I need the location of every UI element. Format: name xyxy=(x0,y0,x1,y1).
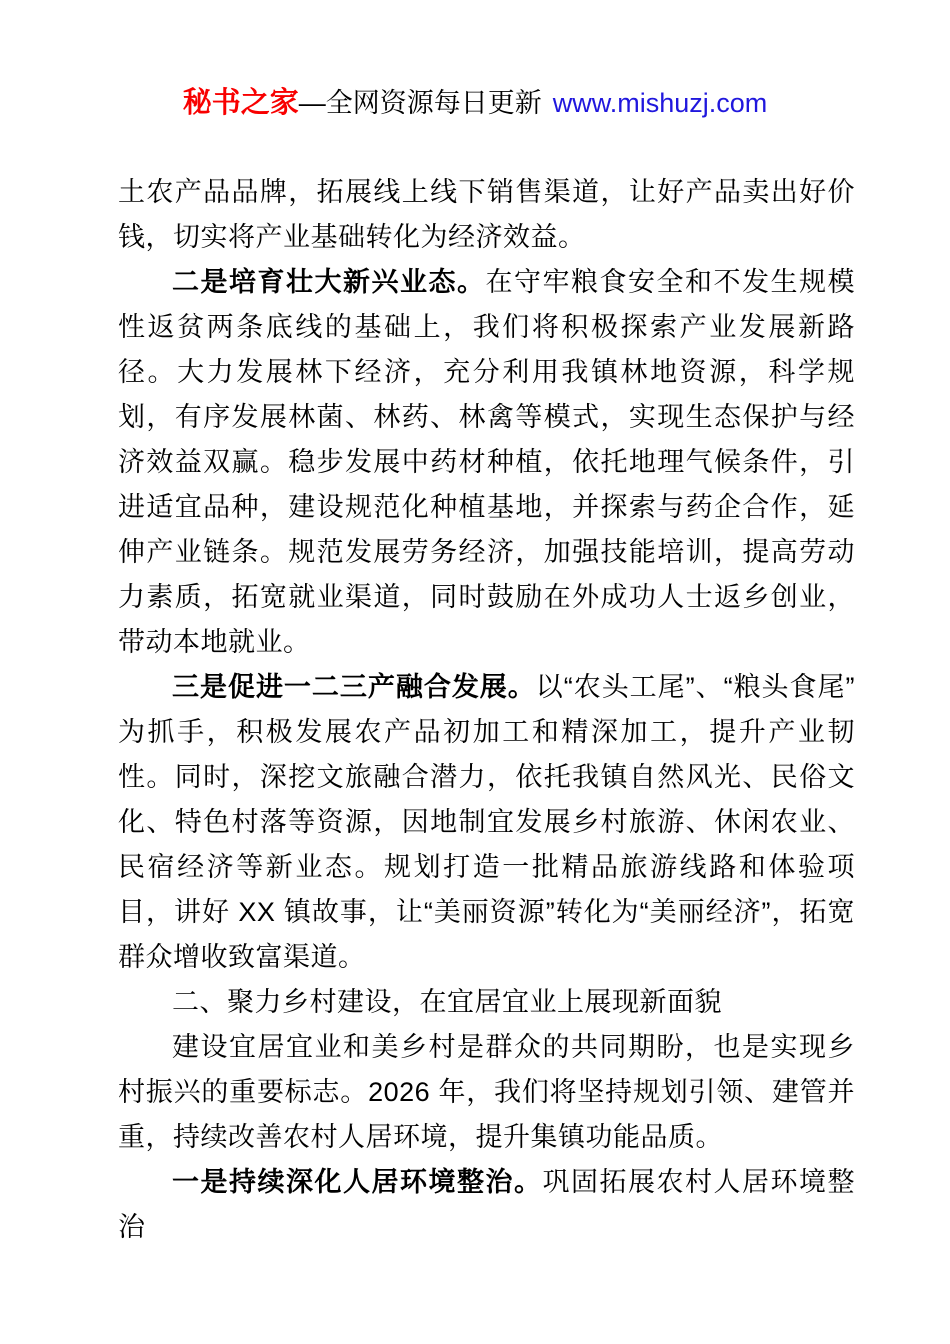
paragraph: 土农产品品牌，拓展线上线下销售渠道，让好产品卖出好价钱，切实将产业基础转化为经济效益。 xyxy=(118,177,855,252)
paragraph-lead: 一是持续深化人居环境整治。 xyxy=(172,1167,543,1197)
site-brand: 秘书之家 xyxy=(182,87,299,119)
section-heading: 二、聚力乡村建设，在宜居宜业上展现新面貌 xyxy=(172,987,722,1017)
paragraph: 二是培育壮大新兴业态。在守牢粮食安全和不发生规模性返贫两条底线的基础上，我们将积极探索产业发展新路径。大力发展林下经济，充分利用我镇林地资源，科学规划，有序发展林菌、林药、林禽等模式，实现生态保护与经济效益双赢。稳步发展中药材种植，依托地理气候条件，引进适宜品种，建设规范化种植基地，并探索与药企合作，延伸产业链条。规范发展劳务经济，加强技能培训，提高劳动力素质，拓宽就业渠道，同时鼓励在外成功人士返乡创业，带动本地就业。 xyxy=(118,267,855,657)
paragraph: 建设宜居宜业和美乡村是群众的共同期盼，也是实现乡村振兴的重要标志。2026 年，我们将坚持规划引领、建管并重，持续改善农村人居环境，提升集镇功能品质。 xyxy=(118,1032,855,1152)
paragraph-lead: 三是促进一二三产融合发展。 xyxy=(172,672,536,702)
site-url-link[interactable]: www.mishuzj.com xyxy=(552,88,768,118)
paragraph: 一是持续深化人居环境整治。巩固拓展农村人居环境整治 xyxy=(118,1167,855,1242)
site-tagline: —全网资源每日更新 xyxy=(298,88,542,118)
site-header xyxy=(0,86,950,120)
document-body xyxy=(118,170,855,1250)
paragraph: 三是促进一二三产融合发展。以“农头工尾”、“粮头食尾”为抓手，积极发展农产品初加工和精深加工，提升产业韧性。同时，深挖文旅融合潜力，依托我镇自然风光、民俗文化、特色村落等资源，因地制宜发展乡村旅游、休闲农业、民宿经济等新业态。规划打造一批精品旅游线路和体验项目，讲好 XX 镇故事，让“美丽资源”转化为“美丽经济”，拓宽群众增收致富渠道。 xyxy=(118,672,855,972)
paragraph-lead: 二是培育壮大新兴业态。 xyxy=(172,267,486,297)
